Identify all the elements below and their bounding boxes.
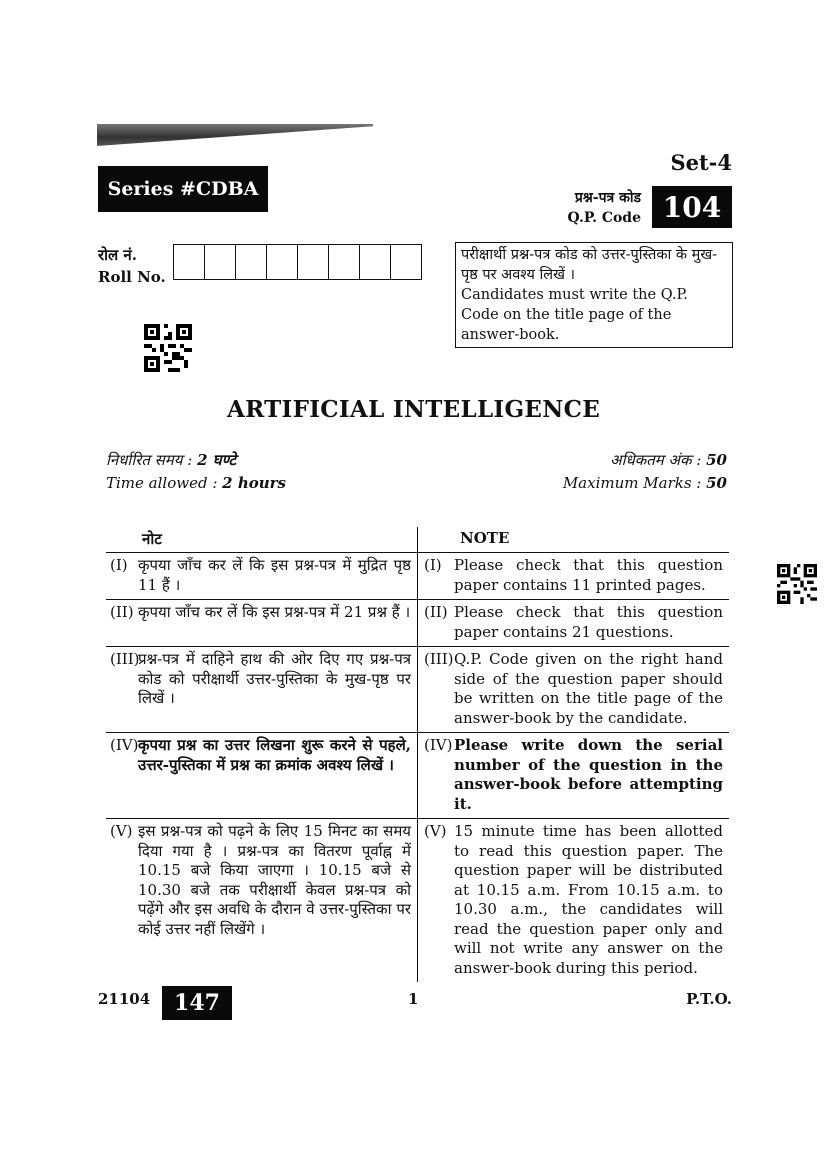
note-number: (IV)	[110, 736, 139, 754]
roll-digit-box[interactable]	[360, 245, 391, 279]
marks-hi-label: अधिकतम अंक :	[610, 451, 707, 469]
instructions-header	[106, 527, 729, 552]
note-text-hindi: इस प्रश्न-पत्र को पढ़ने के लिए 15 मिनट का समय दिया गया है । प्रश्न-पत्र का वितरण पूर्वाह्न में 10.15 बजे किया जाएगा । 10.15 बजे से 10.30 बजे तक परीक्षार्थी केवल प्रश्न-पत्र को पढ़ेंगे और इस अवधि के दौरान वे उत्तर-पुस्तिका पर कोई उत्तर नहीं लिखेंगे ।	[138, 822, 411, 938]
qp-code-label-english: Q.P. Code	[567, 210, 641, 226]
note-row	[106, 599, 729, 646]
note-number: (V)	[424, 822, 447, 840]
roll-label-english: Roll No.	[98, 268, 166, 286]
time-hi-value: 2 घण्टे	[197, 451, 237, 469]
notice-english: Candidates must write the Q.P. Code on the title page of the answer-book.	[461, 287, 688, 343]
max-marks-hindi	[610, 450, 727, 470]
set-label: Set-4	[670, 150, 732, 175]
note-number: (II)	[110, 603, 134, 621]
pto-label: P.T.O.	[686, 990, 732, 1008]
note-row	[106, 646, 729, 732]
roll-digit-box[interactable]	[174, 245, 205, 279]
note-text-hindi: कृपया जाँच कर लें कि इस प्रश्न-पत्र में मुद्रित पृष्ठ 11 हैं ।	[138, 556, 411, 594]
notice-hindi: परीक्षार्थी प्रश्न-पत्र कोड को उत्तर-पुस्तिका के मुख-पृष्ठ पर अवश्य लिखें ।	[461, 247, 718, 283]
paper-code: 21104	[98, 990, 151, 1008]
marks-en-label: Maximum Marks :	[562, 474, 707, 492]
qr-code-icon	[777, 564, 817, 604]
roll-digit-box[interactable]	[391, 245, 421, 279]
max-marks-english	[563, 474, 727, 492]
roll-number-grid[interactable]	[173, 244, 422, 280]
time-allowed-hindi	[106, 450, 236, 470]
time-en-label: Time allowed :	[106, 474, 223, 492]
note-text-english: Q.P. Code given on the right hand side of the question paper should be written on the title page of the answer-book by the candidate.	[454, 650, 723, 727]
marks-hi-value: 50	[706, 451, 727, 469]
page-number: 1	[408, 990, 419, 1008]
note-number: (II)	[424, 603, 448, 621]
note-number: (IV)	[424, 736, 453, 754]
marks-en-value: 50	[706, 474, 727, 492]
note-text-english: Please write down the serial number of the question in the answer-book before attempting it.	[454, 736, 723, 813]
series-badge: Series #CDBA	[98, 166, 268, 212]
note-text-english: Please check that this question paper contains 21 questions.	[454, 603, 723, 641]
note-number: (I)	[110, 556, 128, 574]
note-text-english: Please check that this question paper contains 11 printed pages.	[454, 556, 723, 594]
note-number: (III)	[110, 650, 140, 668]
note-text-hindi: प्रश्न-पत्र में दाहिने हाथ की ओर दिए गए प्रश्न-पत्र कोड को परीक्षार्थी उत्तर-पुस्तिका के मुख-पृष्ठ पर लिखें ।	[138, 650, 411, 707]
note-text-hindi: कृपया जाँच कर लें कि इस प्रश्न-पत्र में 21 प्रश्न हैं ।	[138, 603, 411, 621]
roll-digit-box[interactable]	[298, 245, 329, 279]
qp-code-label	[555, 188, 641, 228]
instructions-table	[106, 527, 729, 982]
qr-code-icon	[144, 324, 192, 372]
note-row	[106, 732, 729, 818]
note-heading-hindi: नोट	[106, 527, 418, 552]
qp-code-label-hindi: प्रश्न-पत्र कोड	[574, 190, 641, 206]
note-number: (III)	[424, 650, 454, 668]
roll-digit-box[interactable]	[236, 245, 267, 279]
roll-label-hindi: रोल नं.	[98, 246, 137, 264]
paper-code-box: 147	[162, 986, 232, 1020]
qp-code-box: 104	[652, 186, 732, 228]
note-heading-english: NOTE	[460, 529, 510, 547]
note-text-hindi: कृपया प्रश्न का उत्तर लिखना शुरू करने से पहले, उत्तर-पुस्तिका में प्रश्न का क्रमांक अवश्य लिखें ।	[138, 736, 411, 774]
note-number: (I)	[424, 556, 442, 574]
note-row	[106, 818, 729, 982]
note-row	[106, 552, 729, 599]
note-text-english: 15 minute time has been allotted to read this question paper. The question paper will be distributed at 10.15 a.m. From 10.15 a.m. to 10.30 a.m., the candidates will read the question paper only and will not write any answer on the answer-book during this period.	[454, 822, 723, 977]
roll-digit-box[interactable]	[329, 245, 360, 279]
time-hi-label: निर्धारित समय :	[106, 451, 198, 469]
note-number: (V)	[110, 822, 133, 840]
paper-title: ARTIFICIAL INTELLIGENCE	[226, 396, 601, 423]
roll-digit-box[interactable]	[205, 245, 236, 279]
header-decor-bar	[97, 124, 373, 146]
qp-code-notice-box	[455, 242, 733, 348]
roll-digit-box[interactable]	[267, 245, 298, 279]
roll-number-label	[98, 244, 166, 288]
time-allowed-english	[106, 474, 286, 492]
time-en-value: 2 hours	[222, 474, 286, 492]
